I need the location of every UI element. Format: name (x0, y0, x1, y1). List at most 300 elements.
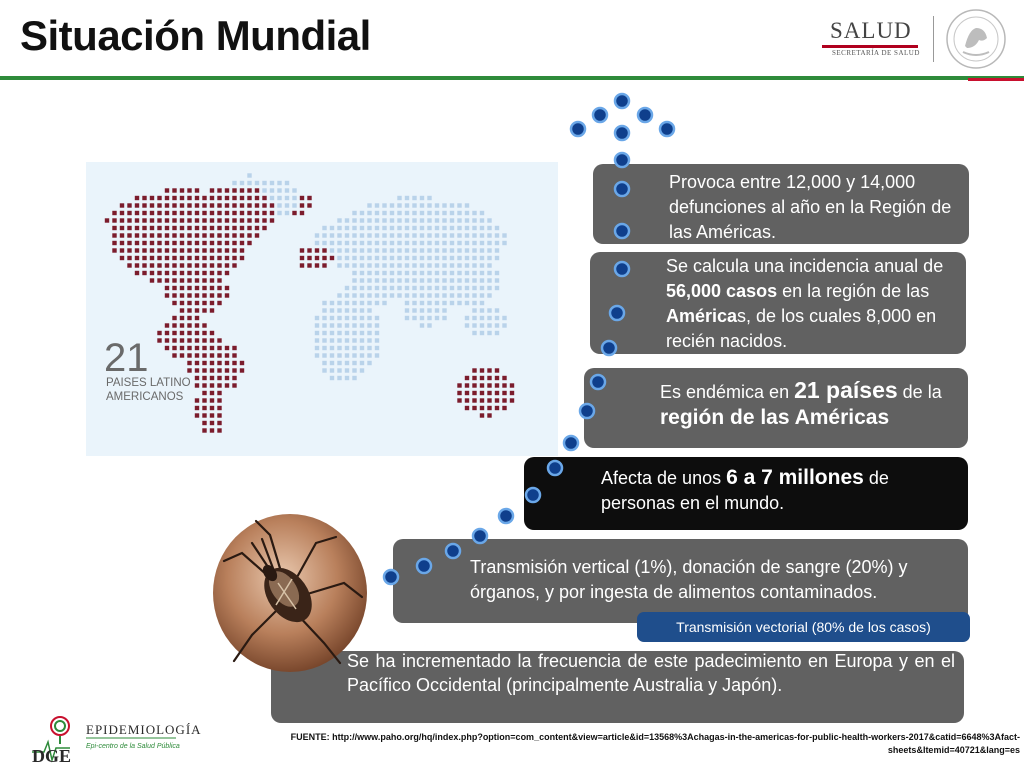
map-dot (472, 218, 476, 222)
map-dot (315, 241, 319, 245)
map-dot (337, 346, 341, 350)
map-dot (465, 293, 469, 297)
map-dot (232, 196, 236, 200)
map-dot (345, 263, 349, 267)
map-dot (330, 346, 334, 350)
map-dot (217, 271, 221, 275)
map-dot (180, 346, 184, 350)
map-dot (330, 353, 334, 357)
map-dot (352, 256, 356, 260)
map-dot (427, 241, 431, 245)
map-dot (202, 383, 206, 387)
map-dot (397, 241, 401, 245)
map-dot (367, 316, 371, 320)
map-dot (420, 248, 424, 252)
map-dot (472, 376, 476, 380)
map-dot (375, 203, 379, 207)
map-dot (480, 413, 484, 417)
map-dot (315, 331, 319, 335)
map-dot (322, 256, 326, 260)
map-dot (427, 271, 431, 275)
map-dot (172, 278, 176, 282)
map-dot (487, 308, 491, 312)
map-dot (210, 346, 214, 350)
map-dot (187, 316, 191, 320)
map-dot (225, 271, 229, 275)
map-dot (337, 323, 341, 327)
map-dot (427, 233, 431, 237)
map-dot (472, 278, 476, 282)
map-dot (277, 211, 281, 215)
map-dot (360, 353, 364, 357)
map-dot (157, 263, 161, 267)
affected-millions-highlight: 6 a 7 millones (726, 466, 864, 489)
map-dot (202, 278, 206, 282)
map-dot (270, 181, 274, 185)
map-dot (465, 323, 469, 327)
path-dot (499, 509, 513, 523)
info-box-endemic (584, 368, 968, 448)
map-dot (337, 361, 341, 365)
map-dot (255, 218, 259, 222)
map-dot (427, 196, 431, 200)
map-dot (495, 316, 499, 320)
map-dot (367, 323, 371, 327)
map-dot (195, 301, 199, 305)
map-dot (345, 256, 349, 260)
map-dot (375, 256, 379, 260)
map-dot (457, 293, 461, 297)
map-dot (217, 398, 221, 402)
map-dot (487, 316, 491, 320)
map-dot (142, 241, 146, 245)
map-dot (262, 226, 266, 230)
map-dot (352, 233, 356, 237)
map-dot (225, 383, 229, 387)
map-dot (195, 256, 199, 260)
map-dot (495, 248, 499, 252)
info-box-transmission-text: Transmisión vertical (1%), donación de sangre (20%) y órganos, y por ingesta de alimentos contaminados. (470, 557, 908, 602)
map-dot (195, 293, 199, 297)
map-dot (217, 248, 221, 252)
map-dot (502, 316, 506, 320)
map-dot (210, 256, 214, 260)
map-dot (217, 301, 221, 305)
affected-text-part: Afecta de unos (601, 468, 727, 488)
map-dot (225, 286, 229, 290)
map-dot (300, 203, 304, 207)
map-dot (480, 226, 484, 230)
map-dot (382, 248, 386, 252)
map-dot (135, 203, 139, 207)
map-dot (210, 188, 214, 192)
map-dot (195, 346, 199, 350)
map-dot (420, 301, 424, 305)
map-dot (435, 226, 439, 230)
map-dot (172, 203, 176, 207)
map-dot (202, 233, 206, 237)
map-dot (442, 316, 446, 320)
map-dot (427, 286, 431, 290)
map-dot (360, 211, 364, 215)
map-dot (195, 331, 199, 335)
map-dot (127, 241, 131, 245)
map-dot (322, 353, 326, 357)
map-dot (502, 323, 506, 327)
map-dot (255, 211, 259, 215)
map-dot (217, 218, 221, 222)
map-dot (292, 188, 296, 192)
map-dot (165, 278, 169, 282)
map-dot (187, 361, 191, 365)
map-dot (480, 256, 484, 260)
map-dot (202, 293, 206, 297)
map-dot (480, 233, 484, 237)
map-dot (202, 353, 206, 357)
map-dot (180, 188, 184, 192)
map-dot (367, 331, 371, 335)
affected-text-part: de personas en el mundo. (601, 468, 889, 513)
map-dot (165, 263, 169, 267)
map-dot (405, 226, 409, 230)
map-dot (157, 218, 161, 222)
map-dot (142, 271, 146, 275)
map-dot (247, 173, 251, 177)
map-dot (322, 301, 326, 305)
map-dot (345, 353, 349, 357)
incidence-cases-highlight: 56,000 casos (666, 281, 778, 301)
map-dot (180, 278, 184, 282)
endemic-text-part: de la (897, 382, 942, 402)
map-dot (187, 226, 191, 230)
map-dot (202, 218, 206, 222)
map-dot (330, 256, 334, 260)
map-dot (360, 331, 364, 335)
map-dot (435, 278, 439, 282)
map-dot (255, 226, 259, 230)
map-dot (150, 218, 154, 222)
map-dot (435, 271, 439, 275)
map-dot (397, 263, 401, 267)
map-dot (442, 278, 446, 282)
map-dot (210, 383, 214, 387)
map-dot (427, 256, 431, 260)
map-dot (487, 323, 491, 327)
map-dot (195, 233, 199, 237)
logo-tagline-text: Epi-centro de la Salud Pública (86, 743, 180, 750)
map-dot (345, 323, 349, 327)
map-dot (210, 391, 214, 395)
map-dot (202, 346, 206, 350)
map-dot (195, 368, 199, 372)
map-dot (315, 233, 319, 237)
map-dot (472, 263, 476, 267)
map-dot (337, 331, 341, 335)
map-dot (225, 233, 229, 237)
map-dot (210, 406, 214, 410)
map-dot (210, 428, 214, 432)
map-dot (180, 196, 184, 200)
map-dot (367, 286, 371, 290)
map-dot (142, 218, 146, 222)
map-dot (472, 331, 476, 335)
path-dot (564, 436, 578, 450)
map-dot (330, 241, 334, 245)
map-dot (360, 301, 364, 305)
map-dot (112, 233, 116, 237)
map-dot (345, 346, 349, 350)
map-dot (487, 383, 491, 387)
map-dot (420, 203, 424, 207)
map-dot (225, 188, 229, 192)
map-dot (210, 248, 214, 252)
map-dot (210, 263, 214, 267)
map-dot (172, 293, 176, 297)
map-dot (315, 256, 319, 260)
map-dot (240, 241, 244, 245)
map-dot (450, 301, 454, 305)
map-dot (337, 301, 341, 305)
map-dot (240, 256, 244, 260)
map-dot (397, 226, 401, 230)
map-dot (330, 368, 334, 372)
map-dot (480, 398, 484, 402)
map-dot (262, 196, 266, 200)
map-dot (405, 316, 409, 320)
map-dot (202, 308, 206, 312)
map-dot (480, 278, 484, 282)
map-dot (330, 308, 334, 312)
map-dot (157, 256, 161, 260)
map-dot (382, 211, 386, 215)
endemic-text-part: Es endémica en (660, 382, 795, 402)
map-dot (315, 353, 319, 357)
map-dot (427, 226, 431, 230)
map-dot (195, 263, 199, 267)
incidence-text-part: s, de los cuales 8,000 en recién nacidos. (666, 306, 937, 351)
map-dot (360, 338, 364, 342)
map-dot (120, 203, 124, 207)
salud-logo-subtitle: SECRETARÍA DE SALUD (832, 49, 920, 57)
map-dot (240, 188, 244, 192)
map-dot (322, 368, 326, 372)
map-dot (375, 331, 379, 335)
map-dot (142, 226, 146, 230)
map-dot (232, 203, 236, 207)
map-dot (180, 353, 184, 357)
map-dot (247, 226, 251, 230)
map-dot (210, 361, 214, 365)
map-dot (105, 218, 109, 222)
map-dot (472, 271, 476, 275)
map-dot (442, 241, 446, 245)
map-dot (367, 301, 371, 305)
map-dot (225, 376, 229, 380)
map-dot (352, 331, 356, 335)
map-dot (217, 233, 221, 237)
map-dot (487, 368, 491, 372)
map-dot (142, 263, 146, 267)
map-dot (172, 233, 176, 237)
map-dot (127, 218, 131, 222)
logo-mark-text: DGE (32, 746, 72, 766)
map-dot (450, 263, 454, 267)
map-dot (375, 218, 379, 222)
map-dot (397, 248, 401, 252)
map-dot (367, 226, 371, 230)
map-dot (360, 271, 364, 275)
map-dot (210, 413, 214, 417)
map-dot (480, 308, 484, 312)
map-dot (157, 211, 161, 215)
map-dot (157, 271, 161, 275)
map-dot (405, 293, 409, 297)
map-dot (255, 203, 259, 207)
map-dot (210, 293, 214, 297)
map-dot (420, 241, 424, 245)
map-dot (172, 301, 176, 305)
map-dot (142, 233, 146, 237)
map-dot (487, 248, 491, 252)
map-dot (472, 241, 476, 245)
map-dot (427, 293, 431, 297)
map-dot (195, 316, 199, 320)
map-dot (390, 278, 394, 282)
map-dot (390, 211, 394, 215)
map-dot (127, 203, 131, 207)
map-dot (435, 316, 439, 320)
map-dot (337, 233, 341, 237)
map-dot (367, 218, 371, 222)
map-dot (232, 368, 236, 372)
map-dot (172, 331, 176, 335)
map-dot (352, 368, 356, 372)
map-dot (345, 368, 349, 372)
map-dot (165, 271, 169, 275)
map-dot (450, 256, 454, 260)
map-dot (202, 338, 206, 342)
map-dot (127, 263, 131, 267)
map-dot (142, 203, 146, 207)
map-dot (187, 301, 191, 305)
map-dot (480, 301, 484, 305)
map-dot (202, 241, 206, 245)
map-dot (472, 398, 476, 402)
map-dot (487, 233, 491, 237)
map-dot (480, 241, 484, 245)
map-dot (457, 301, 461, 305)
map-dot (480, 293, 484, 297)
path-dot (638, 108, 652, 122)
map-dot (480, 368, 484, 372)
map-dot (390, 248, 394, 252)
map-dot (262, 211, 266, 215)
map-dot (195, 278, 199, 282)
map-dot (397, 218, 401, 222)
map-dot (247, 188, 251, 192)
map-dot (337, 368, 341, 372)
map-dot (187, 248, 191, 252)
map-dot (442, 263, 446, 267)
map-dot (202, 331, 206, 335)
endemic-region-highlight: región de las Américas (660, 406, 890, 429)
map-dot (195, 203, 199, 207)
map-dot (420, 271, 424, 275)
map-dot (367, 361, 371, 365)
map-dot (382, 286, 386, 290)
map-dot (180, 271, 184, 275)
map-dot (165, 248, 169, 252)
map-dot (142, 196, 146, 200)
map-dot (202, 301, 206, 305)
map-dot (427, 263, 431, 267)
map-dot (495, 391, 499, 395)
incidence-text-part: en la región de las (777, 281, 930, 301)
map-dot (457, 233, 461, 237)
map-dot (150, 196, 154, 200)
map-dot (397, 233, 401, 237)
map-dot (495, 376, 499, 380)
map-dot (427, 278, 431, 282)
map-dot (487, 413, 491, 417)
map-dot (210, 226, 214, 230)
map-dot (187, 218, 191, 222)
map-dot (390, 203, 394, 207)
map-dot (345, 248, 349, 252)
map-dot (165, 256, 169, 260)
map-dot (412, 241, 416, 245)
map-dot (465, 406, 469, 410)
map-dot (150, 226, 154, 230)
map-dot (472, 323, 476, 327)
map-dot (442, 248, 446, 252)
map-dot (180, 338, 184, 342)
map-dot (442, 203, 446, 207)
map-dot (232, 218, 236, 222)
map-dot (382, 278, 386, 282)
map-dot (225, 211, 229, 215)
map-dot (232, 226, 236, 230)
map-dot (480, 286, 484, 290)
map-dot (210, 353, 214, 357)
map-dot (232, 346, 236, 350)
map-dot (292, 211, 296, 215)
map-dot (337, 248, 341, 252)
map-dot (405, 271, 409, 275)
map-dot (457, 263, 461, 267)
map-dot (405, 241, 409, 245)
map-dot (300, 211, 304, 215)
map-dot (457, 248, 461, 252)
map-dot (472, 383, 476, 387)
map-dot (405, 218, 409, 222)
map-dot (367, 241, 371, 245)
salud-logo-line (822, 45, 918, 48)
map-dot (255, 181, 259, 185)
map-dot (225, 346, 229, 350)
map-dot (157, 248, 161, 252)
map-dot (427, 301, 431, 305)
map-dot (360, 286, 364, 290)
map-dot (112, 211, 116, 215)
map-dot (232, 256, 236, 260)
map-dot (157, 278, 161, 282)
map-dot (210, 196, 214, 200)
map-dot (420, 233, 424, 237)
map-dot (360, 308, 364, 312)
map-dot (187, 263, 191, 267)
map-dot (450, 271, 454, 275)
